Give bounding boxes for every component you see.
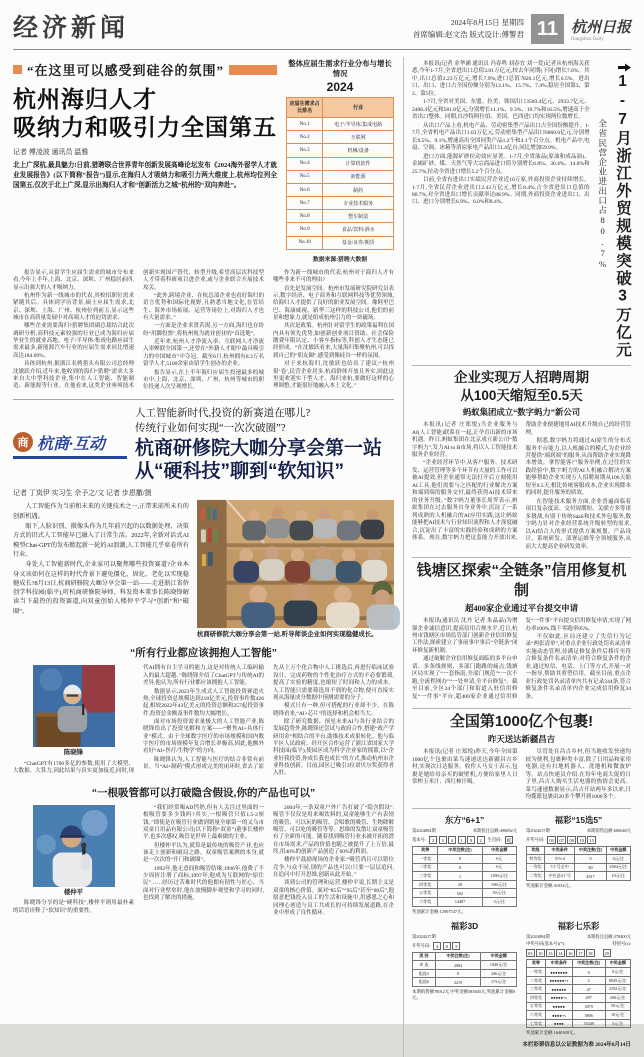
lottery-pool: 奖池累计金额:12907547元。 [412,909,517,915]
lottery-number: 08 [567,836,576,844]
table-row: 七等奖 ●●●● 35449 5元/注 [527,1019,631,1028]
lottery-number: 5 [452,942,460,950]
special-label: 生肖码: [488,837,502,843]
header-meta-group [413,14,631,44]
section-straw-heading: “一根吸管都可以打破隐含假设,你的产品也可以” [13,785,394,800]
lottery-pool: 奖池累计金额:41034元。 [526,883,631,889]
paragraph: 本报讯(记者 庄郑悦)当企业服务与AI(人工智能)联系在一起,正孕育出新的市场机遇。昨日,蚂蚁集团在北京成立新公司“数字蚂力”,发力AI to B市场,将以人工智能技术服务企业经营。 [412,422,518,459]
hangshang-logo [13,431,127,459]
speaker-photo-lou [33,805,115,887]
paragraph: 人工智能作为当前和未来的关键技术之一,正带来前所未有的创新机遇。 [13,502,189,521]
paragraph: 不仅如此,区局还建立了失信行为记录“两张清单”,对重点企业行政处罚名录清单实施动态管理,待满足修复条件后移库至符合修复条件名录清单;对符合修复条件的企业,通过短信、电话、上门等方式,开展一对一指导,帮助其重塑信用。截至目前,重点企业行政处罚名录清单内共有记录244条,符合修复条件名录清单内企业完成信用修复34条。 [526,634,632,701]
lottery-special-number: 29 [603,949,612,957]
lottery-issue: 第2024217期 [526,828,550,834]
table-row: No.6 制药 [287,183,394,196]
paragraph: “此外,跨境企业、在杭总部企业也看好海归的语言优势和国际化视野,且熟悉当地文化,在管培生、海外市场拓展、运营等岗位上,对海归人才也有大量需求。” [143,293,264,322]
lottery-number: 4 [448,836,456,844]
article-parcel-subtitle: 昨天送达新疆昌吉 [412,733,631,745]
paragraph: 通过破解企业信用修复面临的多平台申请、多条线规则、多部门跑路的痛点,钱塘区局实现了“一套指南,全部门规范”“一次不跑,全流程网办”“一处申请,全平台修复”。截至目前,全区24个部门和街道入驻信用修复“一件事”平台,超400家企业通过信用修复“一件事”平台提交信用修复申请,实现了网办率100%,线下零跑率95%。 [412,618,631,702]
lottery-issue: 第2024217期 [412,934,436,940]
page-number: 11 [531,14,564,44]
section-straw-body [13,805,394,917]
orange-square-decor [13,65,22,74]
paragraph: 本报讯(记者 金华涵 通讯员 冯春鸣 刘春宜 刘一爱)记者从杭州海关获悉,今年1-7月,全省进出口总值3.01万亿元,较去年同期(下同)增长7.6%。其中,出口总值2.23万亿元,增长7.9%;进口总值7820.1亿元,增长6.5%。进出口、出口、进口占全国份额分别为12.1%、15.7%、7.4%,稳居全国第3、第2、第5位。 [412,61,590,98]
lottery-number: 0 [443,942,451,950]
article-forum [13,406,394,918]
table-row: 三等奖 ●●●●●● 47 2192元/注 [527,985,631,994]
lottery-number: 4 [433,942,441,950]
lottery-fc15 [526,814,631,915]
paragraph: 首先是发展空间。杭州市发展研究院研究员表示,数字经济、电子商务和互联网科技等优势领域,给海归人才提供了良好的职业发展空间。像阿里巴巴、海康威视、新华三这样的科技公司,他们的前景和想象力,就是组成杭州引力的一块磁场。 [273,286,394,323]
article-trade-title: 1-7月浙江外贸规模突破3万亿元 [614,73,631,359]
article-forum-byline: 记者 丁岚伊 实习生 佘予之/文 记者 步恩撒/摄 [13,488,394,498]
lottery-fc3d-table: 类 别 中奖注数(注) 中奖金额 单 选 2084 1040元/注 组选3 0 346元/注 组选6 2219 173元/注 [412,952,517,987]
lou-portrait-art [33,805,115,887]
lottery-qlc [526,920,631,1037]
forum-photo-block [197,502,394,638]
industry-table [286,97,394,250]
logo-underline-decor [13,456,127,459]
shang-circle-icon: 商 [13,432,33,452]
article-forum-header [13,406,394,484]
paragraph: 除了研究数据、预见未来AI与各行业结合的发展趋势外,陈晓锋还尝试与政府合作,搭建“政产学研用金”相结合的平台,助推技术成果转化。他与临平区人民政府、经开区合作运营了浙江省国家大学科技园(临平),使园区成为科学企业家的摇篮,以“企业好我投资,你成长我也成长”的方式,推动杭州市企业科技创新。目前,园区已吸引3位诺贝尔奖获得者入驻。 [273,719,394,778]
article-forum-kicker: 人工智能新时代,投资的新赛道在哪儿? 传统行业如何实现“一次次破圈”? [135,406,382,438]
article-ant-title: 企业实现万人招聘周期 从100天缩短至0.5天 [412,369,631,404]
masthead-cn: 杭州日报 [571,16,631,37]
masthead-en: Hangzhou Daily [571,37,631,42]
article-credit-subtitle: 超400家企业通过平台提交申请 [412,602,631,614]
lottery-number: 9 [467,836,475,844]
header-meta [413,17,524,41]
editor-line: 首席编辑:赵文浩 版式设计:傅警君 [413,29,524,41]
paragraph: 哪些企业需要海归?猎聘集团副总裁结合此次调研分析,高科技元素较强的行业已成为海归应届毕业生的就业高地。电子/半导体/集成电路应届生需求最多,新能源汽车行业的应届生需求同比增速高达184.69%。 [13,323,134,360]
table-row: No.5 新能源 [287,170,394,183]
lottery-number: 1 [458,836,466,844]
article-talent-byline: 记者 傅凌波 通讯员 温雅 [13,147,277,157]
paragraph: 在智能技术服务方面,企业普遍面临着项目复杂度高、交付周期短、关联方多等诸多挑战,有别于传统SaaS和技术外包服务,数字蚂力针对企业经营系统升级转型的需求,以AI结合人的形式提供方案规划、产品设计、系统研发、部署运维等全领域服务,从而大大提高企业研发效率。 [526,499,632,551]
arrow-icon [618,59,631,77]
paragraph: 身处人工智能新时代,企业家可以聚焦哪些投资赛道?企业本身又该如何在这样的时代背景下避免僵化、固化、老化以实现稳健成长?8月13日,杭商研修院大咖分享会第一站——走进浙江省侨创学科技园(临平),听杭商研修院导师、科发资本董事长陈晓锋解读当下最热的投资赛道,向双童创始人楼仲平学习“创新”和“破圈”。 [13,560,189,616]
paragraph: 从出口产品上看,机电产品、劳动密集型产品出口占全国份额提升。1-7月,全省机电产品出口1.03万亿元,劳动密集型产品出口6860.6亿元,分别增长9.5%、9.1%,增速高出全国同类产品1.2个和4.1个百分点。机电产品中,电扇、空调、冰箱等消凉家电产品出口1.4亿台,同比增加59.9%。 [412,123,590,153]
table-row: No.8 整车制造 [287,210,394,223]
orange-bar-decor [229,65,277,75]
lottery-fc3d [412,920,517,1037]
lottery-number: 18 [586,949,595,957]
lottery-number: 10 [536,949,545,957]
paragraph: 报告显示,在上半年海归应届生投递最多的城市中,上海、北京、深圳、广州、杭州等城市的职位投递人次呈现增长。 [143,370,264,392]
lottery-fc15-table: 奖级 中奖条件 中奖注数(注) 中奖金额 特等奖 中5+4 0 0元/注 一等奖 5个号全中 80 2584元/注 二等奖 中任意4个号 4817 10元/注 [526,846,631,881]
lottery-fc15-title: 福彩“15选5” [526,814,631,826]
paragraph: 本报讯(通讯员 沈丹 记者 朱晶晶)为增强企业诚信意识,提高信用合规水平,近日,杭州市钱塘区市场监管部门创新企业信用修复工作法,探索建立了事前事中事后“全链条”闭环修复新机制。 [412,618,518,655]
article-trade-subtitle: 全省民营企业进出口占80.7% [597,119,609,270]
paragraph: 但楼仲平认为,就算是最传统的吸管产业,也应该走上创新和破局之路。双童吸管案例的本身,就是一次次的“开门和破圈”。 [143,843,264,865]
paragraph: 陈晓锋分享的是“硬科技”,楼仲平则用最朴素的话语诠释了“软知识”的重要性。 [13,900,134,915]
article-parcel [412,709,631,809]
industry-table-block [286,57,394,263]
special-label: 特别号(s): [612,941,631,947]
lottery-dongfang-table: 奖等 中奖注数(注) 中奖金额 一等奖 0 0元 二等奖 0 0元 三等奖 1 1000元/注 四等奖 28 500元/注 五等奖 502 50元/注 六等奖 14487 5元/注 [412,846,517,907]
lottery-section [412,809,631,1057]
numbers-label: 开奖号码: [412,943,430,949]
paragraph: “我们经常喝AD钙奶,但有人关注过里面的一根吸管要多少钱吗?其实,一根吸管只值1.5-2厘钱。”即使是在吸管行业做到销量全球第一的义乌市双童日用品有限公司(以下简称“双童”)董事长楼仲平,也多次感叹,吸管是世界上最难做的主业。 [143,805,264,842]
speaker-photo-chen [33,665,115,747]
table-row: 二等奖 中任意4个号 4817 10元/注 [527,872,631,881]
lottery-number: 15 [587,836,596,844]
table-row: 五等奖 502 50元/注 [413,889,517,898]
masthead [571,16,631,42]
paragraph: 陈晓锋认为,人工智能与医疗的结合非常有前景。当“AI+制药”模式形成完美的闭环时,省去了原先从上万个化合物中人工挑选后,再进行临床试验设计、完成药物的个性化治疗方式的不必要繁琐,提高了实验的精度,也缩短了时间和人力的成本。人工智能只需要筛选用不到的化合物,便可直接实现从海量成分数据中预测需要的分子。 [143,665,394,777]
paragraph: 具体到杭州,据浙江名骋猎头有限公司总经理沈敏跃介绍,近年来,他收到的海归“猎聘”需求大多来自大中型科技企业,集中在人工智能、智能制造、新能源等行业。在他看来,这类企业亟须技术创新实现国产替代、转型升级,希望高层次科技型人才带着科研项目进企业,或与企业联合开展技术攻关。 [13,270,264,392]
industry-table-title: 整体应届生需求行业分布与增长情况 [286,59,394,79]
paragraph: 一方面是企业求贤若渴,另一方面,海归也在纷纷“用脚投票”,将杭州视为就业创业的“首选地”。 [143,323,264,338]
lottery-sales: 本期销售总额:606048元 [587,828,631,834]
page-header [13,8,631,50]
lottery-number: 2 [477,836,485,844]
section-ai-heading: “所有行业都应该拥抱人工智能” [13,645,394,660]
paragraph: 尽管处在昌吉乡村,但当地收发快递均较为便利,包裹种类丰富,除了日用品和家用电器,还有扫地机器人、洗地机和微波炉等。站点快递员介绍,在每年电商大促的日子里,昌吉人购买生活电器的热情会更高。菜鸟速递数据显示,昌吉开站两年多以来,日均揽派包裹由20多个攀升到1000多个。 [526,749,632,801]
paragraph: “ChatGPT有1700多亿的参数,使用了大模型、大数据、大算力,因此结果与真实更加接近,同时,现代AI拥有自主学习的能力,这是对传统人工编码输入的最大超越。”陈晓锋介绍了ChatGPT与传统AI的差异,他认为,所有行业都应该拥抱人工智能。 [13,665,264,777]
lottery-dongfang-title: 东方“6+1” [412,814,517,826]
numbers-label: 开奖号码: [526,837,544,843]
paragraph: 目前,全省有进出口实绩民营企业近10万家,外商投资企业持续增长。1-7月,全省民营企业进出口2.43万亿元,增长8.4%,占全省进出口总值的80.7%,对全省进出口增长贡献率达88.9%。同期,外商投资企业进出口、出口、进口分别增长6.9%、6.0%和8.4%。 [412,177,590,207]
table-row: 二等奖 0 0元 [413,863,517,872]
lottery-special-number: 蛇 [505,836,514,844]
lottery-number: 03 [547,836,556,844]
table-row: 单 选 2084 1040元/注 [413,961,517,970]
lottery-number: 2 [429,836,437,844]
table-row: 组选3 0 346元/注 [413,969,517,978]
lottery-issue: 第2024094期 [412,828,436,834]
audience-photo [197,502,394,626]
paragraph: 1992年,他无意间和吸管结缘;1996年,他费了不少周折注册了商标;1997年,他成为互联网的“原住民”……经历过苦难时代的他拥有韧性与匠心。当面对行业壁垒时,他在放慢脚步观望和学习的同时,也找到了解决的措施。 [143,866,264,903]
article-talent-headline-block [13,57,277,263]
hangshang-logo-text: 杭商·互动 [37,431,105,454]
paragraph: 作为新一线城市的代表,杭州对于海归人才有哪些非来不可的理由? [273,270,394,285]
article-talent-kicker: “在这里可以感受到硅谷的氛围” [27,60,224,79]
lottery-number: 14 [556,949,565,957]
lottery-fc3d-title: 福彩3D [412,920,517,932]
lottery-dongfang [412,814,517,915]
chen-portrait-art [33,665,115,747]
lottery-number: 07 [557,836,566,844]
table-row: 五等奖 ●●●●● 3079 50元/注 [527,1002,631,1011]
paragraph: 据悉,数字蚂力将通过AI原生的分布式服务平台能力,以人机融合的模式,为企业经营提供“端到端”的服务,从而帮助企业实现降本增效。拿智能客户服务举例,在过往的实践经验中,数字蚂力的AI人机融合解决方案能够帮助企业实现万人招聘周期从100天缩短至0.5天,相比传统客服成本,企业实现降本的同时,提升服务的质效。 [526,438,632,498]
main-content [13,57,631,1057]
table-row: 一等奖 ●●●●●●● 0 0元/注 [527,968,631,977]
lottery-qlc-table: 奖等 中奖条件 中奖注数(注) 中奖金额 一等奖 ●●●●●●● 0 0元/注 二等奖 ●●●●●●+s 2 8045元/注 三等奖 ●●●●●● 47 2192元/注 四等奖 ●●●●●+s 297 200元/注 五等奖 ●●●●● 3079 50元/注 六等奖 ●●●●+s 5806 10元/注 七等奖 ●●●● 35449 5元/注 [526,959,631,1029]
article-forum-intro [13,502,189,638]
industry-table-year: 2024 [286,80,394,94]
table-row: 二等奖 ●●●●●●+s 2 8045元/注 [527,976,631,985]
paragraph: 近年来,杭州人才净流入率、互联网人才净流入率蝉联全国第一,还曾在“外籍人才眼中最具吸引力的中国城市”中夺冠。截至6月,杭州拥有8.3万名留学人才,5100余家由留学生创办的企业。 [143,339,264,368]
industry-col-rank: 应届生需求占比排名 [287,97,323,117]
paragraph: 对于来杭海归,沈敏跃也给出了建议:“杭州很‘卷’,民营企业居多,杭商群体开放且务实,因此这里更欢迎实干型人才。海归来杭,要做好这样的心理调整,才能很好地融入本土文化。” [273,361,394,390]
paragraph: 其次是政策。杭州针对留学生的政策福利在国内具有领先优势,如创新创业项目资助、社会保险缴费年限认定、小客车指标等,科创人才生态链已经形成。“在沈敏跃看来,大量海归集聚杭州,可以找到自己的“朋友圈”,感受到像硅谷一样的氛围。 [273,323,394,360]
table-row: No.3 机械/设备 [287,144,394,157]
article-trade-title-block [597,61,631,359]
table-row: 一等奖 0 0元 [413,855,517,864]
lottery-sales: 本期投注总额:490692元 [473,828,517,834]
paragraph: 本报讯(记者 庄郑悦)昨天,今年全国第1000亿个包裹由菜鸟速递送达新疆昌吉乡村,实现次日达服务。收件人马女士表示,包裹是她给母亲买的破壁机,方便给家里人日常榨玉米汁、西红柿汁喝。 [412,749,518,786]
article-credit-body [412,618,631,702]
article-talent-top [13,57,394,263]
paragraph: 数据显示,2023年生成式人工智能投资赛道火热,全球投资总规模达到218亿美元,投资事件数426起,相较2022年43亿美元的投资总额和257起投资事件,投资总金额及事件数均大幅增长。 [143,689,264,718]
lottery-sales: 本期投注总额:378400元 [587,934,631,940]
lottery-number: 16 [566,949,575,957]
paragraph: “企业经营环节中,从客户服务、技术研发、运营管理等多个环节有大量的工作可以被AI提效,但企业通常无法打开后立刻使用AI工具,他们需要与之匹配的行业解决方案和端到端的服务交付,最终获得AI技术带来的业务升级。”数字蚂力董事长周霁表示,蚂蚁集团在过去服务自身业务中,沉淀了一系列成熟的人机融合的AI应用实践,这让蚂蚁能够把AI技术与行业知识流程和人才深度融合,沉淀出了丰富的实践经验和成熟的方案体系。现在,数字蚂力把这套能力开放出来,帮助企业便捷地用AI技术升级自己的经营管理。 [412,422,631,551]
paragraph: 眼下,人脸识别、摄像头作为几年前兴起的以数据处理、决策方式的旧式人工智能早已融入了日常生活。2022年,全新对话式AI模型Chat-GPT的发布掀起新一轮的AI浪潮,人工智能几乎席卷所有行业。 [13,522,189,559]
article-trade-body [412,61,590,359]
basic-label: 基本号: [412,837,426,843]
paragraph: 模式只有一种,但可搭配的行业却不少。在陈晓锋看来,“AI+芯片”的选择和机会相当大。 [273,703,394,718]
table-row: 组选6 2219 173元/注 [413,978,517,987]
lottery-number: 17 [576,949,585,957]
paragraph: 楼仲平鼓励现场的企业家:“吸管尚且可以错位竞争,与众不同,别的产品也可以!只要一层层追问,在追问中打开思维,创新从此开始。” [273,857,394,879]
article-trade [412,58,631,366]
right-column [403,57,631,1057]
basic-label: 中奖号码(基本号)(*): [526,941,565,947]
article-parcel-body [412,749,631,801]
speaker-name-chen: 陈晓锋 [13,749,134,758]
lottery-pool: 奖池累计金额:1640300元。 [526,1030,631,1036]
date-line: 2024年8月15日 星期四 [413,17,524,29]
article-talent-title: 杭州海归人才 吸纳力和吸引力全国第五 [13,86,277,141]
article-ant [412,366,631,558]
paragraph: 进口方面,能源矿砂拉动效应显著。1-7月,全省油品(原油和成品油)、金属矿砂、煤、天然气等大宗商品进口值分别增长6.8%、30.4%、14.8%和25.7%,拉动全省进口增长5.2个百分点。 [412,154,590,176]
section-title: 经济新闻 [13,8,129,44]
paragraph: 谈到公司的管理和运营,楼仲平说,长期主义是双童的核心价值。面对“85后”“95后”甚至“00后”,他愿意把钱投入员工的生活和设施中,用感恩之心和同理心创造与员工共成长的可持续发展道路,在企业中形成了良性循环。 [273,880,394,917]
industry-col-industry: 行业 [323,97,394,117]
lottery-note: 本期销售额78012元,中奖金额383045元,奖池累计金额0元。 [412,989,517,1001]
article-parcel-title: 全国第1000亿个包裹! [412,712,631,732]
lottery-footer-note: 本栏彩票信息以公证数据为准 2024年8月14日 [412,1040,631,1048]
table-row: 一等奖 5个号全中 80 2584元/注 [527,863,631,872]
table-row: No.2 互联网 [287,131,394,144]
lottery-number: 10 [577,836,586,844]
paragraph: 1-7月,全省对美国、东盟、拉美、韩国出口3569.4亿元、2933.7亿元、2406.4亿元和581.8亿元,分别增长11.1%、9.3%、10.7%和16.5%,增速高于全省出口整体。同期,自沙特阿拉伯、美国、巴西进口均实现两位数增长。 [412,99,590,121]
article-talent-lead: 北上广深杭,最具魅力!日前,猎聘联合世界青年创新发展高峰论坛发布《2024海外留学人才就业发展报告》(以下简称“报告”)显示,在海归人才吸纳力和吸引力两大维度上,杭州均位列全国第五,仅次于北上广深,显示出海归人才和“创新活力之城”杭州的“双向奔赴”。 [13,161,277,191]
table-row: No.1 电子/半导体/集成电路 [287,117,394,130]
table-row: 六等奖 ●●●●+s 5806 10元/注 [527,1011,631,1020]
lottery-number: 13 [546,949,555,957]
section-ai-body [13,665,394,777]
paragraph: 杭州作为新一线城市的代表,其校招职位需求紧随其后。具体到学历背景,硕士应届生需求,北京、深圳、上海、广州、杭州位列前五,显示这些城市在高质量发展中对高端人才的迫切需求。 [13,293,134,322]
table-row: 六等奖 14487 5元/注 [413,898,517,907]
table-row: No.4 计算机软件 [287,157,394,170]
paragraph: 面对市场投资需求量极大的人工智能产业,陈晓锋给出了投资见解和方案——“聚焦AI+具体行业”模式。由于全球数字医疗的市场规模和国内数字医疗的市场规模年复合增长率极高,因此,他额外看好“AI+医疗/生物学”的方向。 [143,719,264,756]
left-column [13,57,403,1057]
section-divider [13,399,394,400]
table-row: 三等奖 1 1000元/注 [413,872,517,881]
table-row: No.7 专业技术服务 [287,197,394,210]
article-forum-title: 杭商研修院大咖分享会第一站 从“硬科技”聊到“软知识” [135,437,382,483]
article-ant-subtitle: 蚂蚁集团成立“数字蚂力”新公司 [412,406,631,418]
lottery-number: 3 [439,836,447,844]
lottery-issue: 第2024094期 [526,934,550,940]
lottery-qlc-title: 福彩七乐彩 [526,920,631,932]
lottery-number: 03 [526,949,535,957]
industry-table-source: 数据来源:猎聘大数据 [286,254,394,263]
audience-photo-art [197,502,394,626]
paragraph: 2004年,一条双童户外广告打破了“隐含假设”:吸管不仅仅是用来喝饮料的,双童能够生产有表情的吸管、可以玩的吸管、会唱歌的吸管、生物降解吸管、可以吃的吸管等等。思维的发散让双童吸管有了全新的可能。随着找到吸管行业未被开拓的潜在市场需求,产品的价值也随之被提升了上万倍,最终,用40%的创新产品创造了60%的利润。 [273,805,394,857]
article-forum-intro-row [13,502,394,638]
article-credit-title: 钱塘区探索“全链条”信用修复机制 [412,561,631,600]
article-forum-titles [135,406,382,484]
table-row: No.9 食品/饮料/酒水 [287,223,394,236]
table-row: No.10 基金/证券/期货 [287,236,394,249]
article-talent-kicker-row [13,60,277,79]
paragraph: 报告显示,从留学生应届生需求的城市分布来看,今年上半年,上海、北京、深圳、广州稳居前四,显示出强大的人才吸纳力。 [13,270,134,292]
photo-caption: 杭商研修院大咖分享会第一站,听导师谈企业如何实现稳健成长。 [197,629,394,638]
article-talent-body [13,270,394,392]
article-credit [412,558,631,709]
table-row: 特等奖 中5+4 0 0元/注 [527,855,631,864]
table-row: 四等奖 28 500元/注 [413,880,517,889]
speaker-name-lou: 楼仲平 [13,889,134,898]
article-ant-body [412,422,631,551]
table-row: 四等奖 ●●●●●+s 297 200元/注 [527,994,631,1003]
